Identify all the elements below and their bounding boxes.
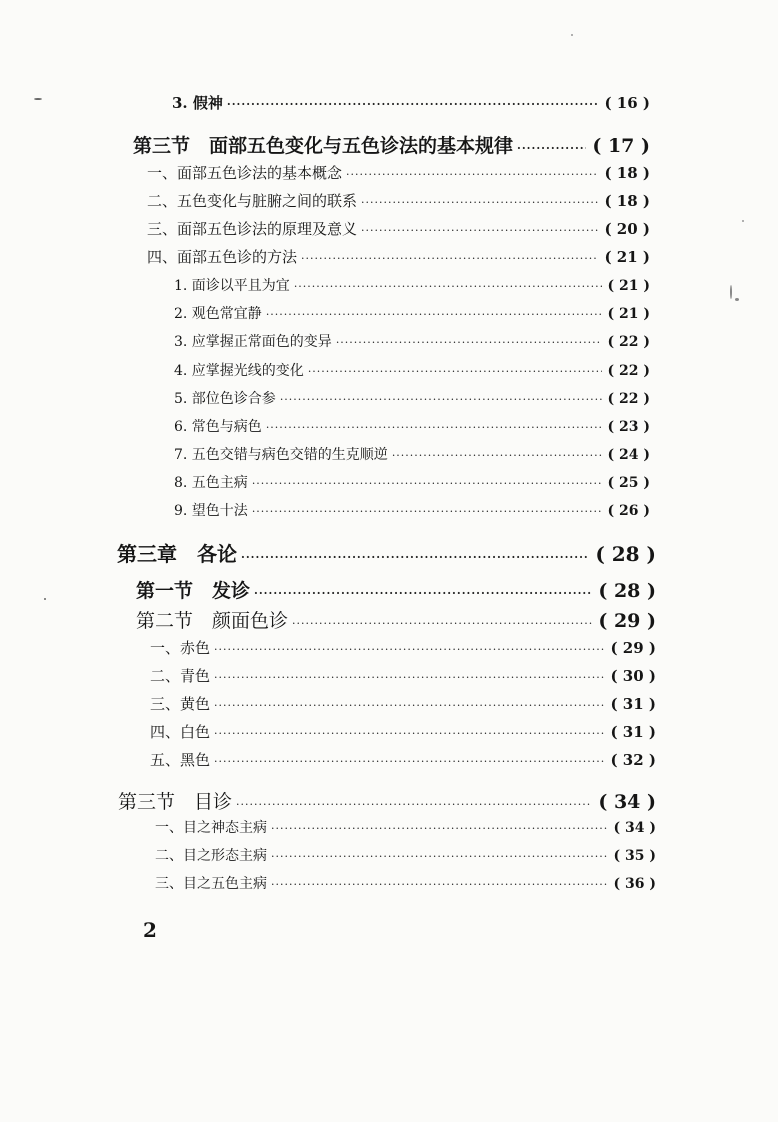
- toc-entry-page: ( 22 ): [607, 334, 650, 350]
- toc-entry-label: 一、目之神态主病: [155, 820, 267, 836]
- toc-entry-page: ( 17 ): [592, 135, 650, 157]
- toc-entry: [150, 693, 656, 714]
- toc-entry: [155, 817, 656, 837]
- toc-subentry: [174, 360, 650, 380]
- toc-entry-label: 三、黄色: [150, 695, 211, 713]
- toc-entry-label: 3. 应掌握正常面色的变异: [174, 334, 332, 350]
- dot-leader: [271, 878, 608, 891]
- toc-entry-label: 4. 应掌握光线的变化: [174, 363, 304, 379]
- toc-entry: [147, 246, 650, 267]
- dot-leader: [214, 727, 604, 740]
- toc-subentry: [174, 303, 650, 323]
- dot-leader: [361, 196, 598, 209]
- toc-subentry: [174, 331, 650, 351]
- toc-entry-label: 7. 五色交错与病色交错的生克顺逆: [174, 447, 388, 463]
- toc-entry-label: 3. 假神: [172, 94, 223, 112]
- toc-entry-page: ( 16 ): [604, 94, 650, 112]
- scan-speck: [730, 285, 732, 299]
- dot-leader: [214, 643, 604, 656]
- toc-entry-page: ( 21 ): [607, 306, 650, 322]
- toc-entry: [147, 218, 650, 239]
- toc-section: [136, 606, 656, 633]
- toc-entry: [155, 873, 656, 893]
- dot-leader: [227, 98, 599, 111]
- toc-subentry: [174, 388, 650, 408]
- dot-leader: [271, 850, 608, 863]
- dot-leader: [214, 755, 604, 768]
- dot-leader: [292, 617, 592, 630]
- toc-entry-label: 二、目之形态主病: [155, 848, 267, 864]
- toc-entry-label: 一、赤色: [150, 639, 211, 657]
- toc-entry-label: 9. 望色十法: [174, 503, 248, 519]
- toc-entry-page: ( 28 ): [595, 542, 656, 566]
- toc-entry: [172, 92, 650, 113]
- toc-entry-page: ( 22 ): [607, 363, 650, 379]
- toc-entry: [150, 721, 656, 742]
- scan-speck: [34, 98, 42, 100]
- toc-entry: [147, 162, 650, 183]
- toc-entry-page: ( 31 ): [610, 723, 656, 741]
- dot-leader: [241, 551, 589, 564]
- dot-leader: [294, 280, 602, 293]
- toc-entry: [147, 190, 650, 211]
- toc-entry: [150, 749, 656, 770]
- toc-section: [136, 576, 656, 603]
- dot-leader: [271, 822, 608, 835]
- dot-leader: [236, 798, 592, 811]
- toc-chapter: [117, 538, 656, 567]
- toc-entry-label: 一、面部五色诊法的基本概念: [147, 164, 343, 182]
- toc-subentry: [174, 416, 650, 436]
- toc-subentry: [174, 275, 650, 295]
- dot-leader: [214, 699, 604, 712]
- toc-entry-page: ( 21 ): [607, 278, 650, 294]
- toc-entry-label: 第三节 面部五色变化与五色诊法的基本规律: [133, 135, 514, 157]
- toc-entry-label: 第二节 颜面色诊: [136, 610, 289, 632]
- scan-speck: [44, 598, 46, 600]
- dot-leader: [517, 142, 586, 155]
- dot-leader: [392, 449, 602, 462]
- toc-entry-label: 二、五色变化与脏腑之间的联系: [147, 192, 358, 210]
- toc-entry: [150, 665, 656, 686]
- toc-entry-page: ( 32 ): [610, 751, 656, 769]
- toc-entry: [155, 845, 656, 865]
- toc-entry-label: 三、目之五色主病: [155, 876, 267, 892]
- toc-entry-label: 6. 常色与病色: [174, 419, 262, 435]
- toc-subentry: [174, 444, 650, 464]
- toc-entry-label: 五、黑色: [150, 751, 211, 769]
- toc-subentry: [174, 500, 650, 520]
- toc-entry-page: ( 24 ): [607, 447, 650, 463]
- toc-entry-page: ( 18 ): [604, 192, 650, 210]
- toc-entry-label: 二、青色: [150, 667, 211, 685]
- toc-entry-label: 2. 观色常宜静: [174, 306, 262, 322]
- toc-entry-page: ( 30 ): [610, 667, 656, 685]
- toc-entry-page: ( 35 ): [613, 848, 656, 864]
- toc-entry-label: 第三节 目诊: [118, 791, 233, 813]
- toc-entry-label: 8. 五色主病: [174, 475, 248, 491]
- toc-entry-label: 第三章 各论: [117, 542, 237, 566]
- toc-entry-label: 1. 面诊以平且为宜: [174, 278, 290, 294]
- toc-entry-label: 四、面部五色诊的方法: [147, 248, 298, 266]
- toc-entry-page: ( 23 ): [607, 419, 650, 435]
- toc-entry-label: 5. 部位色诊合参: [174, 391, 276, 407]
- page-number: 2: [143, 918, 157, 942]
- toc-entry: [150, 637, 656, 658]
- toc-entry-page: ( 28 ): [598, 580, 656, 602]
- dot-leader: [254, 587, 592, 600]
- toc-entry-page: ( 29 ): [610, 639, 656, 657]
- toc-entry-page: ( 34 ): [613, 820, 656, 836]
- toc-section: [133, 131, 650, 158]
- toc-entry-page: ( 36 ): [613, 876, 656, 892]
- toc-entry-page: ( 21 ): [604, 248, 650, 266]
- dot-leader: [308, 365, 602, 378]
- scan-speck: [742, 220, 744, 222]
- toc-entry-label: 三、面部五色诊法的原理及意义: [147, 220, 358, 238]
- toc-section: [118, 787, 656, 814]
- dot-leader: [301, 252, 598, 265]
- dot-leader: [336, 336, 602, 349]
- scan-speck: [571, 34, 573, 36]
- toc-entry-page: ( 22 ): [607, 391, 650, 407]
- toc-entry-page: ( 29 ): [598, 610, 656, 632]
- toc-entry-page: ( 31 ): [610, 695, 656, 713]
- toc-subentry: [174, 472, 650, 492]
- dot-leader: [214, 671, 604, 684]
- toc-entry-label: 四、白色: [150, 723, 211, 741]
- dot-leader: [266, 421, 602, 434]
- scan-speck: [735, 298, 739, 301]
- dot-leader: [266, 308, 602, 321]
- toc-entry-page: ( 18 ): [604, 164, 650, 182]
- dot-leader: [280, 393, 602, 406]
- toc-entry-label: 第一节 发诊: [136, 580, 251, 602]
- toc-entry-page: ( 25 ): [607, 475, 650, 491]
- dot-leader: [361, 224, 598, 237]
- dot-leader: [346, 168, 598, 181]
- toc-entry-page: ( 34 ): [598, 791, 656, 813]
- toc-entry-page: ( 26 ): [607, 503, 650, 519]
- dot-leader: [252, 477, 602, 490]
- toc-entry-page: ( 20 ): [604, 220, 650, 238]
- dot-leader: [252, 505, 602, 518]
